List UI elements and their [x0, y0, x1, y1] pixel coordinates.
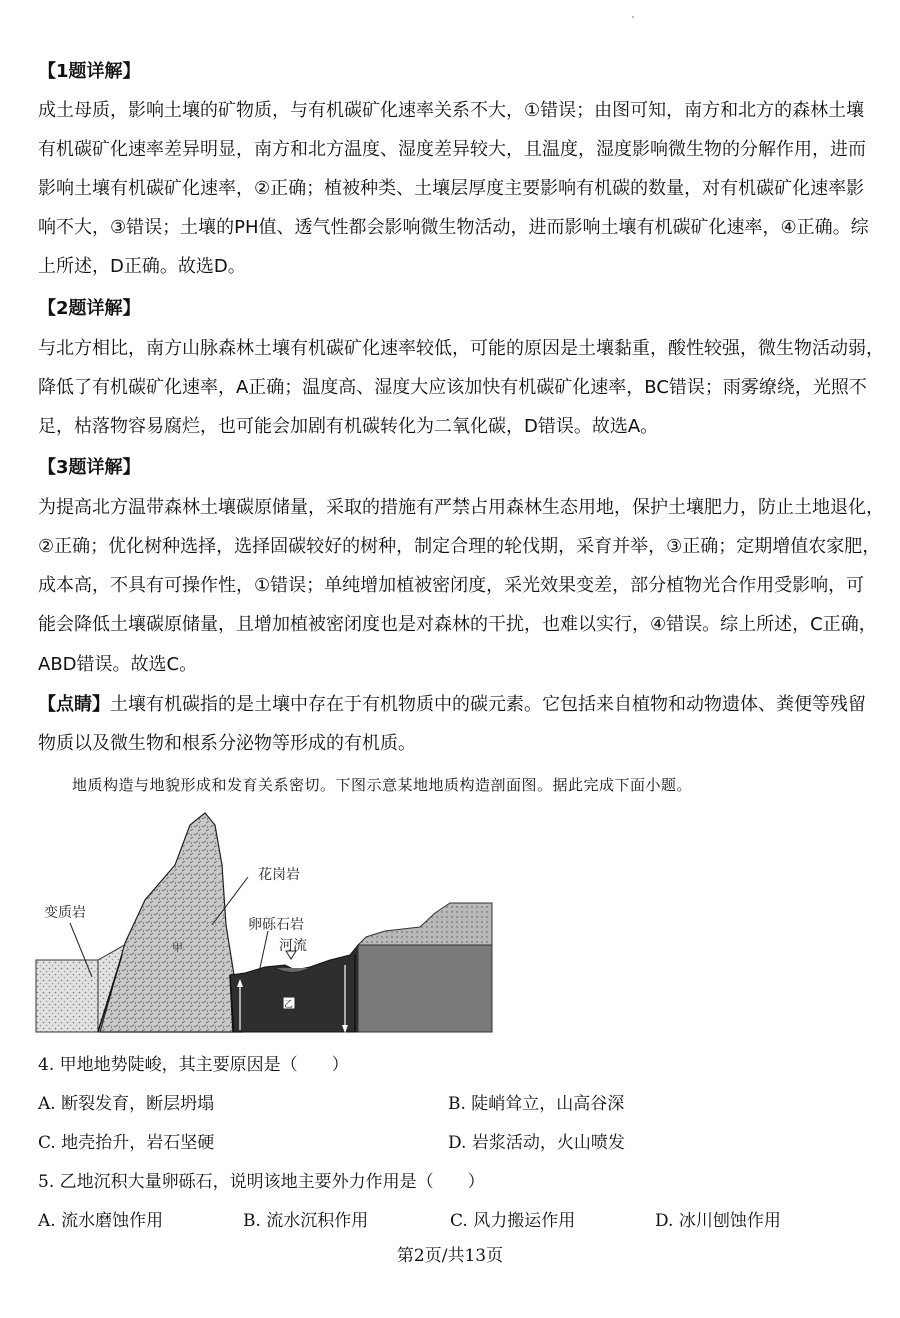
section-1-line: 影响土壤有机碳矿化速率，②正确；植被种类、土壤层厚度主要影响有机碳的数量，对有机碳矿化速率影 — [38, 178, 865, 199]
right-hill — [358, 903, 492, 945]
granite-peak — [100, 813, 242, 1032]
question-5-option-a[interactable]: A. 流水磨蚀作用 — [38, 1211, 164, 1231]
question-5-option-c[interactable]: C. 风力搬运作用 — [450, 1211, 576, 1231]
section-3-line: ②正确；优化树种选择，选择固碳较好的树种，制定合理的轮伐期，采育并举，③正确；定期增值农家肥， — [38, 536, 881, 557]
tip-label: 【点睛】 — [38, 694, 110, 715]
question-4-option-a[interactable]: A. 断裂发育，断层坍塌 — [38, 1094, 215, 1114]
geologic-cross-section — [30, 805, 500, 1037]
speck — [632, 16, 634, 18]
section-3-heading: 【3题详解】 — [38, 457, 141, 478]
label-granite: 花岗岩 — [258, 867, 300, 883]
section-2-line: 降低了有机碳矿化速率，A正确；温度高、湿度大应该加快有机碳矿化速率，BC错误；雨雾缭绕，光照不 — [38, 377, 867, 398]
section-2-line: 足，枯落物容易腐烂，也可能会加剧有机碳转化为二氧化碳，D错误。故选A。 — [38, 416, 659, 437]
label-conglomerate: 卵砾石岩 — [248, 917, 304, 933]
tip-text: 土壤有机碳指的是土壤中存在于有机物质中的碳元素。它包括来自植物和动物遗体、粪便等残留 — [110, 694, 866, 715]
page-number: 第2页/共13页 — [396, 1246, 504, 1266]
question-5-stem: 5. 乙地沉积大量卵砾石，说明该地主要外力作用是（ ） — [38, 1172, 485, 1192]
section-1-line: 响不大，③错误；土壤的PH值、透气性都会影响微生物活动，进而影响土壤有机碳矿化速率，④正确。综 — [38, 217, 869, 238]
label-jia: 甲 — [172, 941, 183, 954]
section-1-line: 有机碳矿化速率差异明显，南方和北方温度、湿度差异较大，且温度，湿度影响微生物的分解作用，进而 — [38, 139, 866, 160]
section-3-line: 成本高，不具有可操作性，①错误；单纯增加植被密闭度，采光效果变差，部分植物光合作用受影响，可 — [38, 575, 865, 596]
question-4-option-d[interactable]: D. 岩浆活动，火山喷发 — [448, 1133, 625, 1153]
section-3-line: 为提高北方温带森林土壤碳原储量，采取的措施有严禁占用森林生态用地，保护土壤肥力，防止土地退化， — [38, 497, 884, 518]
tip-line: 物质以及微生物和根系分泌物等形成的有机质。 — [38, 733, 416, 754]
section-1-line: 上所述，D正确。故选D。 — [38, 256, 246, 277]
tip-line — [38, 693, 866, 717]
label-metamorphic: 变质岩 — [44, 905, 86, 921]
section-1-line: 成土母质，影响土壤的矿物质，与有机碳矿化速率关系不大，①错误；由图可知，南方和北方的森林土壤 — [38, 100, 865, 121]
question-5-option-b[interactable]: B. 流水沉积作用 — [243, 1211, 369, 1231]
metamorphic-block — [36, 960, 98, 1032]
question-intro: 地质构造与地貌形成和发育关系密切。下图示意某地地质构造剖面图。据此完成下面小题。 — [72, 776, 693, 794]
section-2-heading: 【2题详解】 — [38, 298, 141, 319]
label-yi: 乙 — [284, 1000, 294, 1010]
label-river: 河流 — [279, 938, 307, 954]
question-4-stem: 4. 甲地地势陡峻，其主要原因是（ ） — [38, 1055, 349, 1075]
question-5-option-d[interactable]: D. 冰川刨蚀作用 — [655, 1211, 781, 1231]
section-2-line: 与北方相比，南方山脉森林土壤有机碳矿化速率较低，可能的原因是土壤黏重，酸性较强，微生物活动弱， — [38, 338, 884, 359]
question-4-option-b[interactable]: B. 陡峭耸立，山高谷深 — [448, 1094, 625, 1114]
question-4-option-c[interactable]: C. 地壳抬升，岩石坚硬 — [38, 1133, 215, 1153]
section-1-heading: 【1题详解】 — [38, 61, 141, 82]
sedimentary-block — [358, 945, 492, 1032]
section-3-line: 能会降低土壤碳原储量，且增加植被密闭度也是对森林的干扰，也难以实行，④错误。综上所述，C正确， — [38, 614, 877, 635]
conglomerate-basin — [230, 945, 358, 1032]
section-3-line: ABD错误。故选C。 — [38, 654, 198, 675]
